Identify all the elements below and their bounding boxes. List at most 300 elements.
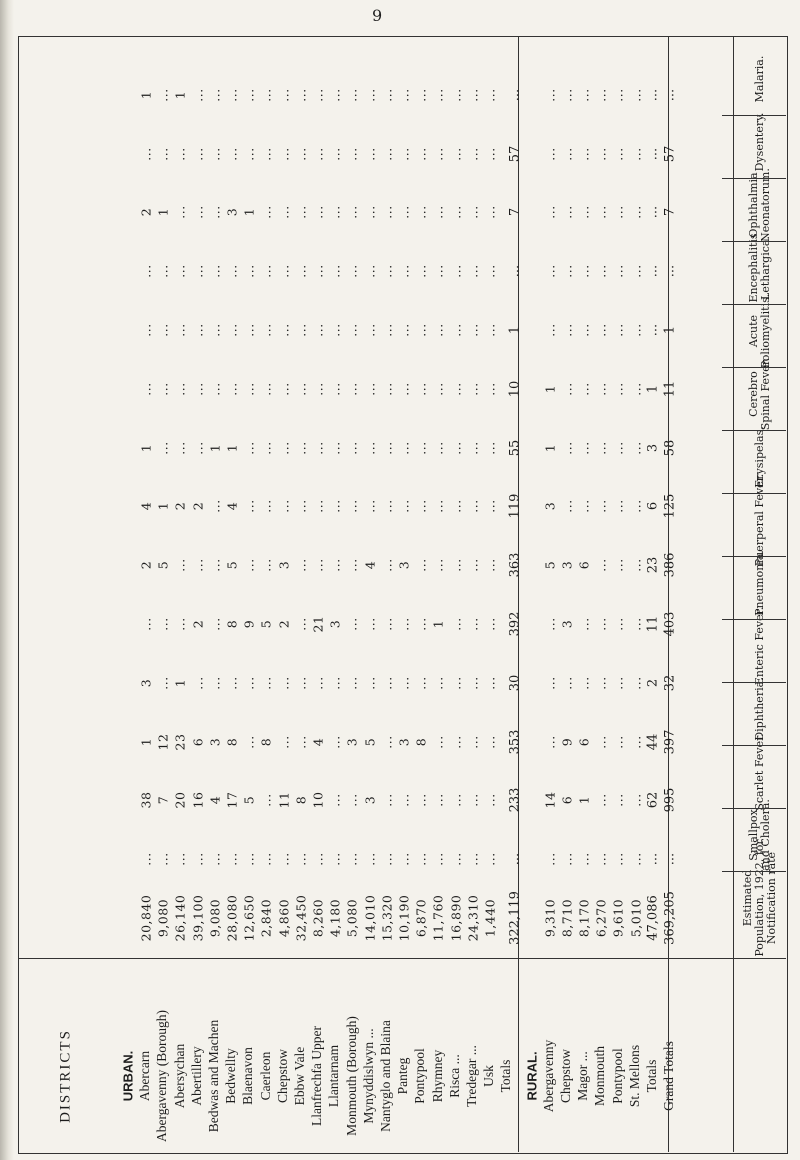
table-cell: ... <box>430 676 446 690</box>
table-cell: ... <box>413 264 429 278</box>
table-cell: ... <box>207 205 223 220</box>
table-cell: ... <box>593 734 609 749</box>
table-cell: 7 <box>507 208 523 217</box>
table-cell: ... <box>310 852 326 866</box>
table-cell: 8,170 <box>576 898 592 938</box>
table-cell: ... <box>293 852 309 866</box>
table-cell: 2 <box>190 619 206 629</box>
table-cell: ... <box>482 323 498 337</box>
table-cell: 5 <box>224 560 240 570</box>
table-cell: 3 <box>559 560 575 570</box>
table-cell: 20 <box>172 791 188 809</box>
table-cell: 44 <box>645 733 661 750</box>
table-cell: ... <box>593 440 609 455</box>
table-cell: ... <box>241 440 257 455</box>
table-cell: ... <box>430 323 446 337</box>
table-cell: ... <box>379 382 395 396</box>
table-cell: ... <box>628 264 644 278</box>
table-cell: ... <box>482 499 498 514</box>
table-cell: ... <box>610 852 626 866</box>
table-cell: ... <box>379 146 395 161</box>
table-cell: 12,650 <box>241 894 257 942</box>
table-cell: 8 <box>224 737 240 746</box>
table-cell: 1 <box>207 443 223 452</box>
table-cell: ... <box>327 676 343 690</box>
table-cell: ... <box>224 676 240 690</box>
table-cell: ... <box>258 852 274 866</box>
table-cell: ... <box>276 264 292 278</box>
table-cell: 21 <box>310 615 326 633</box>
table-cell: ... <box>542 205 558 220</box>
table-cell: ... <box>559 264 575 278</box>
table-cell: ... <box>430 264 446 278</box>
table-cell: ... <box>258 205 274 220</box>
district-name: Bedwellty <box>223 1048 239 1104</box>
table-cell: 3 <box>224 208 240 217</box>
table-cell: 1 <box>155 208 171 217</box>
table-cell: ... <box>482 88 498 102</box>
table-cell: 17 <box>224 791 240 809</box>
table-cell: ... <box>207 676 223 690</box>
table-cell: 8,710 <box>559 898 575 938</box>
table-cell: ... <box>310 558 326 572</box>
district-name: Abercarn <box>137 1050 153 1102</box>
table-cell: ... <box>276 499 292 514</box>
table-cell: 322,119 <box>507 891 523 945</box>
table-cell: 1 <box>172 678 188 688</box>
table-cell: ... <box>344 382 360 396</box>
table-cell: ... <box>628 558 644 572</box>
district-name: Abersychan <box>171 1043 187 1109</box>
table-cell: 11 <box>276 791 292 809</box>
totals-label-urban: Totals <box>498 1059 514 1093</box>
table-cell: ... <box>576 382 592 396</box>
table-cell: 11,760 <box>430 894 446 942</box>
table-cell: ... <box>327 205 343 220</box>
table-cell: ... <box>224 146 240 161</box>
table-cell: ... <box>396 440 412 455</box>
table-cell: ... <box>576 852 592 866</box>
table-cell: 1 <box>172 90 188 100</box>
table-cell: 57 <box>507 145 523 162</box>
table-cell: ... <box>379 264 395 278</box>
table-cell: ... <box>190 852 206 866</box>
table-cell: ... <box>241 264 257 278</box>
table-cell: ... <box>293 617 309 631</box>
column-header: Scarlet Fever. <box>753 733 766 811</box>
table-cell: ... <box>482 676 498 690</box>
table-cell: ... <box>276 146 292 161</box>
table-cell: 39,100 <box>190 894 206 942</box>
table-cell: ... <box>413 499 429 514</box>
district-name: St. Mellons <box>626 1044 642 1108</box>
column-header: Puerperal Fever. <box>753 473 766 567</box>
table-cell: ... <box>465 617 481 631</box>
table-cell: 32,450 <box>293 894 309 942</box>
table-cell: 16 <box>190 791 206 809</box>
table-cell: ... <box>662 264 678 278</box>
table-cell: ... <box>224 88 240 102</box>
table-cell: 10,190 <box>396 894 412 942</box>
table-cell: ... <box>576 499 592 514</box>
table-cell: ... <box>645 264 661 278</box>
table-cell: ... <box>224 852 240 866</box>
table-cell: ... <box>344 676 360 690</box>
column-divider <box>722 493 786 494</box>
table-cell: 5,010 <box>628 898 644 938</box>
table-cell: 23 <box>645 556 661 574</box>
table-cell: ... <box>293 323 309 337</box>
table-cell: ... <box>190 205 206 220</box>
table-cell: 3 <box>396 560 412 570</box>
table-cell: 10 <box>507 380 523 398</box>
table-cell: 58 <box>662 439 678 456</box>
district-name: Abertillery <box>188 1046 204 1106</box>
column-divider <box>722 241 786 242</box>
table-cell: ... <box>276 205 292 220</box>
table-cell: ... <box>379 793 395 808</box>
table-cell: ... <box>448 734 464 749</box>
column-header: Ophthalmia Neonatorum. <box>747 168 772 242</box>
header-divider <box>18 958 786 959</box>
table-cell: ... <box>310 88 326 102</box>
column-divider <box>722 115 786 116</box>
column-header: Acute Poliomyelitis. <box>747 293 772 369</box>
table-cell: 1 <box>576 796 592 805</box>
table-cell: ... <box>276 734 292 749</box>
table-cell: 1 <box>138 443 154 452</box>
table-cell: 2,840 <box>258 898 274 938</box>
table-cell: ... <box>542 323 558 337</box>
table-cell: ... <box>645 147 661 160</box>
table-cell: 403 <box>662 611 678 637</box>
table-cell: ... <box>362 88 378 102</box>
table-cell: 5 <box>542 560 558 570</box>
table-cell: ... <box>207 382 223 396</box>
column-header: Pneumonia. <box>753 550 766 616</box>
table-cell: ... <box>379 558 395 572</box>
table-cell: 5 <box>241 796 257 805</box>
table-cell: 386 <box>662 552 678 578</box>
table-cell: ... <box>362 617 378 631</box>
table-cell: ... <box>593 323 609 337</box>
table-cell: ... <box>628 852 644 866</box>
table-cell: ... <box>362 205 378 220</box>
table-cell: ... <box>155 852 171 866</box>
table-cell: ... <box>542 734 558 749</box>
table-cell: ... <box>379 205 395 220</box>
table-cell: ... <box>276 440 292 455</box>
table-cell: ... <box>448 382 464 396</box>
table-cell: ... <box>138 382 154 396</box>
column-header: Enteric Fever. <box>753 606 766 686</box>
table-cell: ... <box>430 793 446 808</box>
table-cell: ... <box>542 264 558 278</box>
table-cell: 15,320 <box>379 894 395 942</box>
table-cell: ... <box>430 146 446 161</box>
table-cell: ... <box>413 382 429 396</box>
table-cell: ... <box>258 146 274 161</box>
table-cell: 24,310 <box>465 894 481 942</box>
column-divider <box>722 871 786 872</box>
table-cell: ... <box>258 440 274 455</box>
table-cell: 2 <box>190 502 206 511</box>
district-name: Llantarnam <box>326 1044 342 1108</box>
table-cell: ... <box>413 558 429 572</box>
table-cell: ... <box>559 852 575 866</box>
table-cell: ... <box>396 323 412 337</box>
table-cell: 2 <box>172 502 188 511</box>
table-cell: 9,610 <box>610 898 626 938</box>
table-cell: ... <box>610 440 626 455</box>
table-cell: ... <box>310 382 326 396</box>
table-cell: ... <box>576 440 592 455</box>
table-cell: 125 <box>662 493 678 519</box>
table-cell: ... <box>258 793 274 808</box>
table-cell: ... <box>448 852 464 866</box>
table-cell: ... <box>258 88 274 102</box>
table-cell: ... <box>396 499 412 514</box>
table-cell: ... <box>645 852 661 866</box>
table-cell: 57 <box>662 145 678 162</box>
column-divider <box>722 430 786 431</box>
table-cell: ... <box>413 676 429 690</box>
column-divider <box>722 367 786 368</box>
table-cell: ... <box>172 264 188 278</box>
table-cell: ... <box>576 617 592 631</box>
table-cell: ... <box>465 558 481 572</box>
table-cell: ... <box>542 88 558 102</box>
table-cell: ... <box>293 382 309 396</box>
table-cell: ... <box>258 499 274 514</box>
table-cell: ... <box>172 205 188 220</box>
table-cell: ... <box>610 382 626 396</box>
column-header: Diphtheria. <box>753 677 766 741</box>
table-cell: ... <box>542 676 558 690</box>
district-name: Monmouth <box>592 1045 608 1107</box>
table-cell: ... <box>327 146 343 161</box>
table-cell: ... <box>482 146 498 161</box>
table-cell: ... <box>241 558 257 572</box>
table-cell: ... <box>465 88 481 102</box>
table-cell: ... <box>241 146 257 161</box>
table-cell: ... <box>413 617 429 631</box>
table-cell: 397 <box>662 729 678 755</box>
table-cell: 5,080 <box>344 898 360 938</box>
table-cell: ... <box>576 323 592 337</box>
table-cell: ... <box>258 676 274 690</box>
table-cell: ... <box>576 676 592 690</box>
table-cell: 2 <box>138 208 154 217</box>
table-cell: ... <box>224 323 240 337</box>
table-cell: ... <box>610 793 626 808</box>
table-cell: 14 <box>542 791 558 809</box>
table-cell: ... <box>293 264 309 278</box>
table-cell: ... <box>207 852 223 866</box>
table-cell: 8 <box>258 737 274 746</box>
table-cell: ... <box>482 558 498 572</box>
table-cell: ... <box>465 382 481 396</box>
table-cell: ... <box>610 734 626 749</box>
table-cell: ... <box>610 146 626 161</box>
table-cell: ... <box>542 146 558 161</box>
district-name: Pontypool <box>609 1048 625 1104</box>
table-cell: ... <box>559 205 575 220</box>
table-cell: ... <box>628 323 644 337</box>
table-cell: ... <box>327 558 343 572</box>
table-cell: ... <box>559 146 575 161</box>
table-cell: ... <box>224 382 240 396</box>
table-cell: ... <box>430 440 446 455</box>
table-cell: ... <box>593 617 609 631</box>
table-cell: ... <box>362 852 378 866</box>
table-cell: ... <box>258 264 274 278</box>
table-cell: ... <box>610 205 626 220</box>
table-cell: ... <box>344 205 360 220</box>
table-cell: 5 <box>362 737 378 746</box>
table-cell: ... <box>610 617 626 631</box>
table-cell: ... <box>593 676 609 690</box>
table-cell: 4 <box>207 796 223 805</box>
table-cell: 4 <box>362 560 378 570</box>
table-cell: ... <box>628 617 644 631</box>
table-cell: ... <box>593 88 609 102</box>
table-cell: ... <box>448 558 464 572</box>
table-cell: 20,840 <box>138 894 154 942</box>
table-frame <box>18 36 788 1154</box>
table-cell: ... <box>138 146 154 161</box>
table-cell: 9,080 <box>155 898 171 938</box>
table-cell: ... <box>327 88 343 102</box>
table-cell: ... <box>241 88 257 102</box>
table-cell: ... <box>190 440 206 455</box>
section-heading-rural: RURAL. <box>524 1051 540 1101</box>
table-cell: ... <box>430 88 446 102</box>
table-cell: ... <box>344 499 360 514</box>
grand-totals-label: Grand Totals <box>661 1041 677 1111</box>
table-cell: ... <box>293 88 309 102</box>
table-cell: ... <box>327 499 343 514</box>
table-cell: ... <box>542 852 558 866</box>
table-cell: ... <box>172 382 188 396</box>
table-cell: ... <box>207 88 223 102</box>
table-cell: 4,860 <box>276 898 292 938</box>
table-cell: ... <box>293 499 309 514</box>
district-name: Rhymney <box>429 1049 445 1103</box>
table-cell: 369,205 <box>662 891 678 945</box>
district-name: Abergavenny <box>540 1039 556 1113</box>
table-cell: ... <box>413 146 429 161</box>
table-cell: 32 <box>662 674 678 692</box>
table-cell: ... <box>293 558 309 572</box>
table-cell: ... <box>465 793 481 808</box>
column-divider <box>722 619 786 620</box>
table-cell: ... <box>448 499 464 514</box>
table-cell: ... <box>327 734 343 749</box>
table-cell: 3 <box>138 678 154 688</box>
table-cell: 3 <box>559 619 575 629</box>
table-cell: 6,870 <box>413 898 429 938</box>
table-cell: ... <box>344 88 360 102</box>
table-cell: ... <box>448 88 464 102</box>
table-cell: ... <box>465 852 481 866</box>
table-cell: 6,270 <box>593 898 609 938</box>
table-cell: ... <box>430 499 446 514</box>
table-cell: ... <box>155 382 171 396</box>
table-cell: 9 <box>559 737 575 746</box>
table-cell: ... <box>258 558 274 572</box>
table-cell: ... <box>138 852 154 866</box>
table-cell: ... <box>379 734 395 749</box>
table-cell: 1 <box>155 502 171 511</box>
table-cell: ... <box>293 676 309 690</box>
table-cell: ... <box>645 88 661 101</box>
table-cell: ... <box>241 323 257 337</box>
table-cell: ... <box>465 440 481 455</box>
table-cell: ... <box>276 323 292 337</box>
table-cell: ... <box>628 499 644 514</box>
table-cell: 4 <box>224 502 240 511</box>
table-cell: ... <box>362 440 378 455</box>
table-cell: 1 <box>645 384 661 393</box>
row-divider <box>733 36 734 1152</box>
table-cell: ... <box>610 88 626 102</box>
table-cell: ... <box>610 676 626 690</box>
table-cell: ... <box>507 852 523 866</box>
table-cell: 1 <box>241 208 257 217</box>
column-divider <box>722 178 786 179</box>
table-cell: ... <box>310 440 326 455</box>
table-cell: ... <box>593 205 609 220</box>
table-cell: ... <box>172 558 188 572</box>
table-cell: ... <box>224 264 240 278</box>
table-cell: ... <box>344 323 360 337</box>
table-cell: ... <box>362 382 378 396</box>
table-cell: 7 <box>662 208 678 217</box>
table-cell: 3 <box>645 443 661 452</box>
table-cell: ... <box>276 88 292 102</box>
table-cell: ... <box>559 499 575 514</box>
table-cell: ... <box>482 382 498 396</box>
table-cell: ... <box>155 88 171 102</box>
table-cell: ... <box>465 676 481 690</box>
column-divider <box>722 745 786 746</box>
table-cell: ... <box>628 88 644 102</box>
table-cell: 5 <box>258 619 274 629</box>
table-cell: ... <box>190 382 206 396</box>
table-cell: ... <box>310 205 326 220</box>
table-cell: ... <box>258 323 274 337</box>
table-cell: ... <box>207 323 223 337</box>
table-cell: ... <box>310 264 326 278</box>
table-cell: ... <box>465 264 481 278</box>
page-binding-edge <box>0 0 14 1160</box>
table-cell: 392 <box>507 611 523 637</box>
page-number: 9 <box>372 6 383 25</box>
table-cell: 47,086 <box>645 895 661 941</box>
table-cell: 1 <box>542 384 558 394</box>
table-cell: ... <box>207 264 223 278</box>
table-cell: 1 <box>507 325 523 335</box>
table-cell: ... <box>362 264 378 278</box>
table-cell: ... <box>645 206 661 219</box>
table-cell: 38 <box>138 791 154 809</box>
table-cell: 6 <box>576 560 592 570</box>
table-cell: ... <box>448 323 464 337</box>
row-divider <box>518 36 519 1152</box>
table-cell: ... <box>593 146 609 161</box>
column-header: Dysentery. <box>753 112 766 172</box>
